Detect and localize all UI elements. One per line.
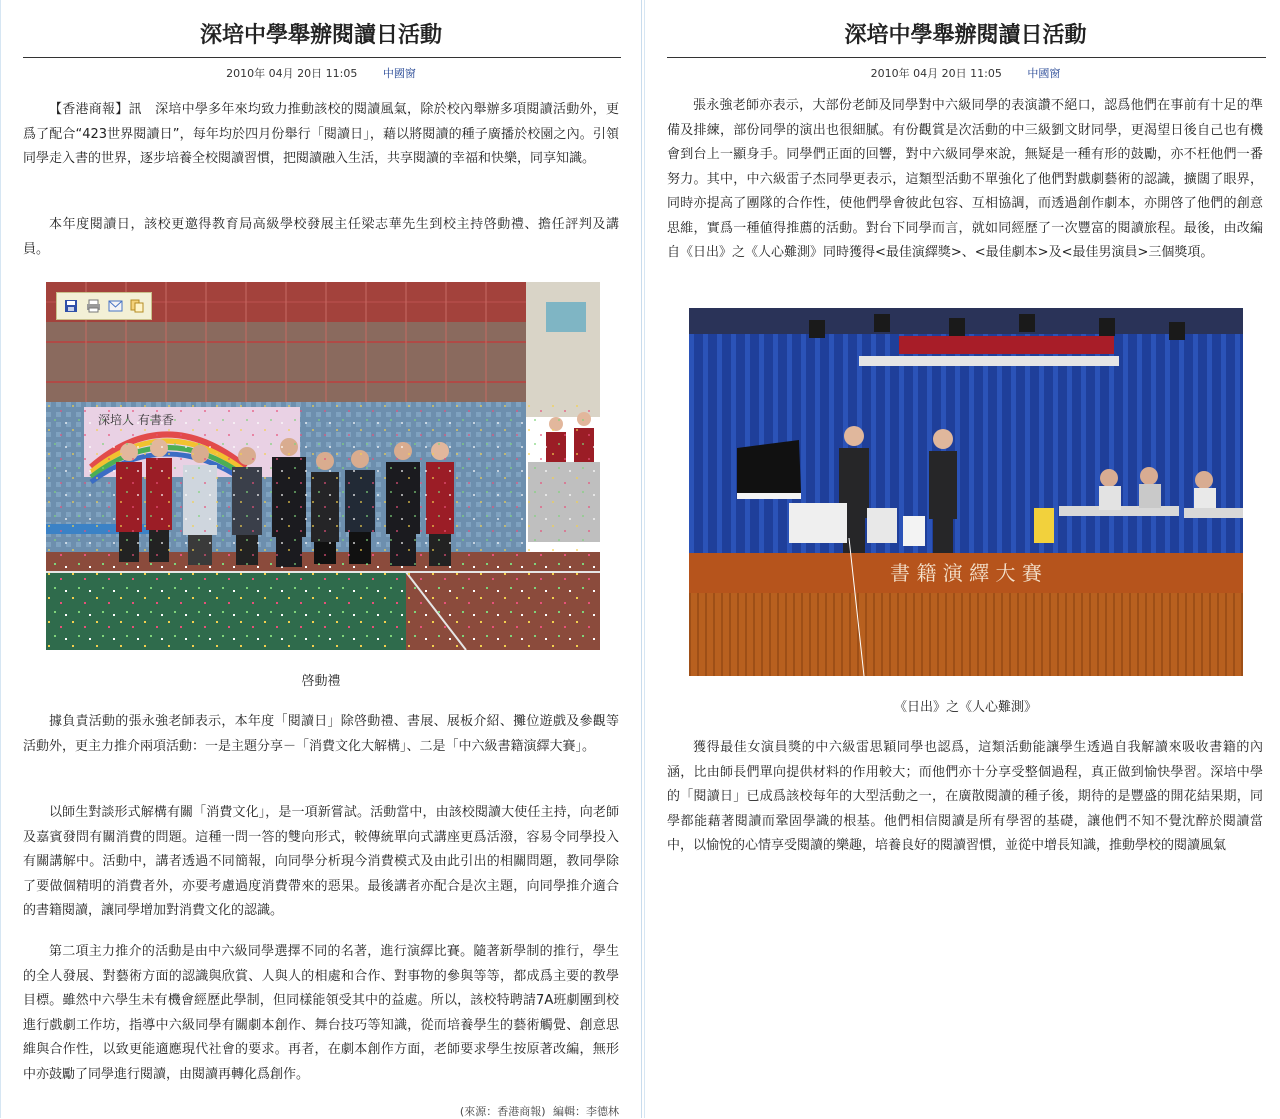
print-icon[interactable] (85, 298, 102, 315)
article-title: 深培中學舉辦閱讀日活動 (844, 22, 1087, 48)
article-source-link[interactable]: 中國窗 (382, 67, 416, 80)
title-divider (23, 57, 621, 58)
article-source-link[interactable]: 中國窗 (1027, 67, 1061, 80)
article-date: 2010年 04月 20日 11:05 (870, 67, 1002, 80)
photo-caption: 《日出》之《人心難測》 (893, 700, 1037, 715)
copy-icon[interactable] (129, 298, 146, 315)
title-divider (667, 57, 1266, 58)
photo-toolbar (56, 292, 152, 320)
article-title: 深培中學舉辦閱讀日活動 (199, 22, 442, 48)
article-date: 2010年 04月 20日 11:05 (226, 67, 358, 80)
stage-banner-text: 書 籍 演 繹 大 賽 (890, 561, 1042, 585)
paragraph: 第二項主力推介的活動是由中六級同學選擇不同的名著，進行演繹比賽。隨著新學制的推行，學生的全人發展、對藝術方面的認識與欣賞、人與人的相處和合作、對事物的參與等等，都成爲主要的教學目標。雖然中六學生未有機會經歷此學制，但同樣能領受其中的益處。所以，該校特聘請7A班劇團到校進行戲劇工作坊，指導中六級同學有關劇本創作、舞台技巧等知識，從而培養學生的藝術觸覺、創意思維與合作性，以致更能適應現代社會的要求。再者，在劇本創作方面，老師要求學生按原著改編，無形中亦鼓勵了同學進行閱讀，由閱讀再轉化爲創作。 (23, 944, 619, 1082)
footer-editor: 編輯：李德林 (553, 1105, 619, 1118)
article-page-right (644, 0, 1280, 1118)
photo-caption: 啓動禮 (301, 674, 341, 689)
article-meta (645, 65, 1280, 81)
stage-photo (689, 308, 1243, 676)
article-footer (456, 1103, 619, 1119)
paragraph: 獲得最佳女演員獎的中六級雷思穎同學也認爲，這類活動能讓學生透過自我解讀來吸收書籍的內涵，比由師長們單向提供材料的作用較大；而他們亦十分享受整個過程，真正做到愉快學習。深培中學的「閱讀日」已成爲該校每年的大型活動之一，在廣散閱讀的種子後，期待的是豐盛的開花結果期，同學都能藉著閱讀而鞏固學識的根基。他們相信閱讀是所有學習的基礎，讓他們不知不覺沈醉於閱讀當中，以愉悅的心情享受閱讀的樂趣，培養良好的閱讀習慣，並從中增長知識，推動學校的閱讀風氣 (667, 740, 1263, 853)
save-icon[interactable] (63, 298, 80, 315)
ceremony-photo-image (46, 282, 600, 650)
paragraph: 本年度閱讀日，該校更邀得教育局高級學校發展主任梁志華先生到校主持啓動禮、擔任評判及講員。 (23, 217, 619, 257)
email-icon[interactable] (107, 298, 124, 315)
footer-source: (來源：香港商報) (459, 1105, 546, 1118)
stage-photo-image (689, 308, 1243, 676)
article-meta (1, 65, 641, 81)
paragraph: 張永強老師亦表示，大部份老師及同學對中六級同學的表演讚不絕口，認爲他們在事前有十足的準備及排練，部份同學的演出也很細膩。有份觀賞是次活動的中三級劉文財同學，更渴望日後自己也有機會到台上一顯身手。同學們正面的回響，對中六級同學來說，無疑是一種有形的鼓勵，亦不枉他們一番努力。其中，中六級雷子杰同學更表示，這類型活動不單強化了他們對戲劇藝術的認識，擴闊了眼界，同時亦提高了團隊的合作性，使他們學會彼此包容、互相協調，而透過創作劇本，亦開啓了他們的創意思維，實爲一種値得推薦的活動。對台下同學而言，就如同經歷了一次豐富的閱讀旅程。最後，由改編自《日出》之《人心難測》同時獲得<最佳演繹獎>、<最佳劇本>及<最佳男演員>三個獎項。 (667, 98, 1263, 260)
paragraph: 據負責活動的張永強老師表示，本年度「閱讀日」除啓動禮、書展、展板介紹、攤位遊戲及參觀等活動外，更主力推介兩項活動：一是主題分享－「消費文化大解構」、二是「中六級書籍演繹大賽」。 (23, 714, 619, 754)
paragraph: 【香港商報】訊 深培中學多年來均致力推動該校的閱讀風氣，除於校內舉辦多項閱讀活動外，更爲了配合“423世界閱讀日”，每年均於四月份舉行「閱讀日」，藉以將閱讀的種子廣播於校園之內。引領同學走入書的世界，逐步培養全校閱讀習慣，把閱讀融入生活，共享閱讀的幸福和快樂，同享知識。 (23, 102, 619, 166)
ceremony-photo (46, 282, 600, 650)
paragraph: 以師生對談形式解構有關「消費文化」，是一項新嘗試。活動當中，由該校閱讀大使任主持，向老師及嘉賓發問有關消費的問題。這種一問一答的雙向形式，較傳統單向式講座更爲活潑，容易令同學投入有關講解中。活動中，講者透過不同簡報，向同學分析現今消費模式及由此引出的相關問題，教同學除了要做個精明的消費者外，亦要考慮過度消費帶來的惡果。最後講者亦配合是次主題，向同學推介適合的書籍閱讀，讓同學增加對消費文化的認識。 (23, 805, 619, 918)
